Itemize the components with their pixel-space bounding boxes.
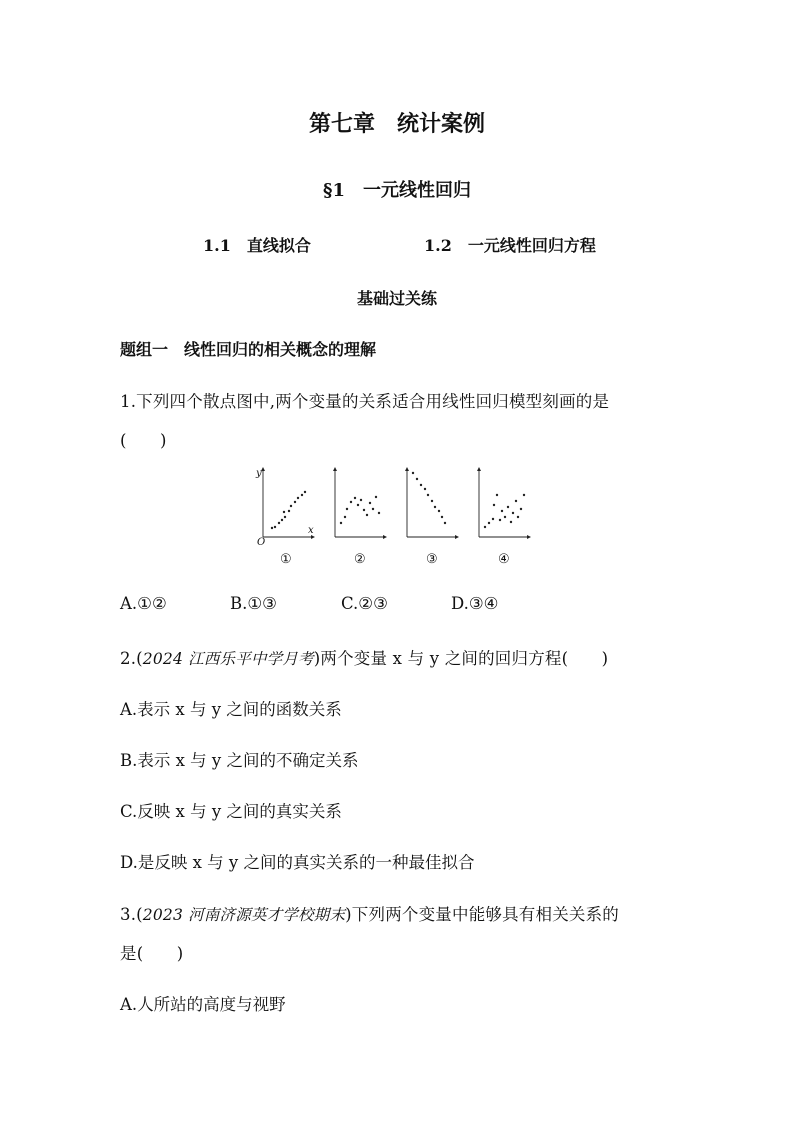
q2-option-d[interactable]: D.是反映 x 与 y 之间的真实关系的一种最佳拟合 (120, 853, 475, 872)
scatter-plot-1 (255, 467, 315, 567)
subsection-1: 1.1 直线拟合 (203, 236, 311, 255)
plot-1-y-label: y (256, 468, 262, 479)
q2-option-b[interactable]: B.表示 x 与 y 之间的不确定关系 (120, 751, 359, 770)
q1-stem: 1.下列四个散点图中,两个变量的关系适合用线性回归模型刻画的是 (120, 392, 610, 411)
scatter-plot-4 (477, 467, 531, 567)
question-group-title: 题组一 线性回归的相关概念的理解 (120, 340, 377, 359)
scatter-plot-2 (333, 467, 387, 567)
q1-answer-bracket: ( ) (120, 431, 167, 450)
q3-source: 2023 河南济源英才学校期末 (142, 906, 346, 924)
plot-2-label: ② (354, 552, 366, 567)
subsection-2: 1.2 一元线性回归方程 (424, 236, 596, 255)
q2-stem-text: )两个变量 x 与 y 之间的回归方程( ) (313, 649, 609, 668)
scatter-plot-3 (405, 467, 459, 567)
q2-source: 2024 江西乐平中学月考 (142, 650, 314, 668)
q1-option-d[interactable]: D.③④ (451, 594, 499, 613)
q1-option-a[interactable]: A.①② (120, 594, 167, 613)
chapter-title: 第七章 统计案例 (308, 111, 485, 137)
q3-stem-text: )下列两个变量中能够具有相关关系的 (345, 905, 619, 924)
q3-option-a[interactable]: A.人所站的高度与视野 (120, 995, 286, 1014)
q2-stem (120, 645, 608, 669)
q2-option-c[interactable]: C.反映 x 与 y 之间的真实关系 (120, 802, 342, 821)
q3-stem (120, 901, 619, 925)
q1-scatter-plots (255, 465, 545, 570)
plot-3-label: ③ (426, 552, 438, 567)
section-title: §1 一元线性回归 (323, 180, 471, 201)
q2-prefix: 2.( (120, 649, 143, 668)
q1-option-c[interactable]: C.②③ (341, 594, 388, 613)
practice-title: 基础过关练 (356, 289, 437, 308)
q2-option-a[interactable]: A.表示 x 与 y 之间的函数关系 (120, 700, 342, 719)
q3-prefix: 3.( (120, 905, 143, 924)
plot-1-origin-label: O (257, 537, 266, 548)
plot-4-label: ④ (498, 552, 510, 567)
plot-1-label: ① (280, 552, 292, 567)
q1-option-b[interactable]: B.①③ (230, 594, 277, 613)
q3-stem-continued: 是( ) (120, 944, 184, 963)
plot-1-x-label: x (308, 525, 314, 536)
